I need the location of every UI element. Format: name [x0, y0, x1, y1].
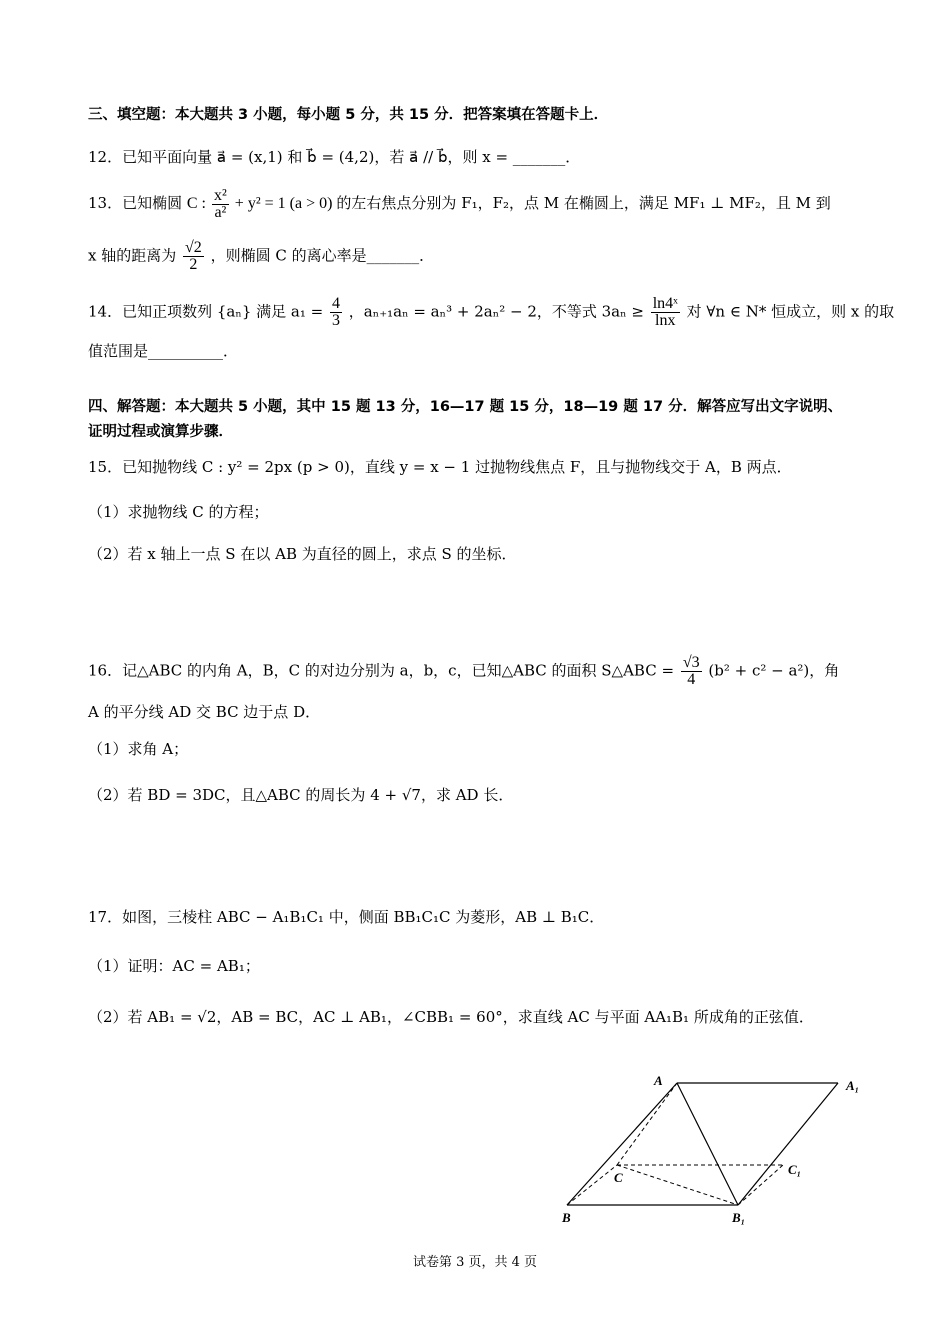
question-14 — [88, 296, 894, 329]
edge-BC — [567, 1165, 617, 1205]
page-footer: 试卷第 3 页，共 4 页 — [412, 1255, 538, 1270]
question-16 — [88, 655, 839, 688]
question-17: 17．如图，三棱柱 ABC − A₁B₁C₁ 中，侧面 BB₁C₁C 为菱形，AB ⊥ B₁C． — [88, 908, 605, 926]
four-thirds-den: 3 — [332, 312, 340, 329]
q13-text: 的左右焦点分别为 F₁，F₂，点 M 在椭圆上，满足 MF₁ ⊥ MF₂，且 M 到 — [336, 194, 831, 213]
question-17-part1: （1）证明：AC = AB₁； — [88, 957, 260, 975]
edge-B1C1 — [738, 1165, 783, 1205]
label-B: B — [562, 1210, 571, 1225]
section4-heading-2: 证明过程或演算步骤． — [88, 424, 233, 440]
question-17-part2: （2）若 AB₁ = √2，AB = BC，AC ⊥ AB₁，∠CBB₁ = 60°，求直线 AC 与平面 AA₁B₁ 所成角的正弦值． — [88, 1008, 814, 1026]
edge-BA — [567, 1083, 677, 1205]
question-16-cont: A 的平分线 AD 交 BC 边于点 D． — [88, 703, 321, 721]
prism-figure — [552, 1068, 872, 1228]
four-thirds-fraction — [330, 296, 342, 329]
label-A1: A₁ — [846, 1078, 860, 1093]
sqrt2-num: √2 — [185, 239, 202, 256]
ellipse-den: a² — [214, 204, 227, 221]
question-15-part2: （2）若 x 轴上一点 S 在以 AB 为直径的圆上，求点 S 的坐标． — [88, 545, 517, 563]
four-thirds-num: 4 — [332, 295, 340, 312]
ellipse-fraction — [212, 188, 229, 221]
ellipse-rest: + y² = 1 (a > 0) — [234, 195, 333, 213]
label-A: A — [654, 1073, 663, 1088]
sqrt3-den: 4 — [687, 671, 696, 688]
sqrt2-den: 2 — [189, 256, 198, 273]
section3-heading: 三、填空题：本大题共 3 小题，每小题 5 分，共 15 分．把答案填在答题卡上． — [88, 107, 609, 123]
ellipse-equation — [186, 187, 337, 221]
sqrt3-fraction — [681, 655, 702, 688]
question-14-cont: 值范围是__________． — [88, 342, 239, 360]
question-16-part2: （2）若 BD = 3DC，且△ABC 的周长为 4 + √7，求 AD 长． — [88, 786, 514, 804]
question-15: 15．已知抛物线 C : y² = 2px (p > 0)，直线 y = x − 1 过抛物线焦点 F，且与抛物线交于 A，B 两点． — [88, 458, 792, 476]
label-C: C — [614, 1170, 623, 1185]
ellipse-num: x² — [214, 187, 227, 204]
section4-heading-1: 四、解答题：本大题共 5 小题，其中 15 题 13 分，16—17 题 15 分，18—19 题 17 分．解答应写出文字说明、 — [88, 399, 843, 415]
edge-B1A1 — [738, 1083, 838, 1205]
ellipse-pre: C : — [186, 195, 206, 213]
ln-fraction — [651, 296, 680, 329]
question-16-part1: （1）求角 A； — [88, 740, 189, 758]
sqrt2-fraction — [183, 240, 204, 273]
q13-intro: 13．已知椭圆 — [88, 194, 183, 213]
q16-b: (b² + c² − a²)，角 — [708, 661, 840, 680]
q13-cont-b: ，则椭圆 C 的离心率是_______． — [210, 246, 435, 265]
edge-CA — [617, 1083, 677, 1165]
label-B1: B₁ — [732, 1210, 746, 1225]
question-12: 12．已知平面向量 a⃗ = (x,1) 和 b⃗ = (4,2)，若 a⃗ // b⃗，则 x = _______． — [88, 148, 581, 166]
ln-num: ln4ˣ — [652, 295, 678, 312]
q14-a: 14．已知正项数列 {aₙ} 满足 a₁ = — [88, 302, 324, 321]
label-C1: C₁ — [788, 1162, 802, 1177]
q14-c: 对 ∀n ∈ N* 恒成立，则 x 的取 — [686, 302, 895, 321]
edge-CB1 — [617, 1165, 738, 1205]
question-13 — [88, 188, 831, 221]
q16-a: 16．记△ABC 的内角 A，B，C 的对边分别为 a，b，c，已知△ABC 的面积 S△ABC = — [88, 661, 675, 680]
ln-den: lnx — [655, 312, 676, 329]
sqrt3-num: √3 — [682, 654, 700, 671]
question-15-part1: （1）求抛物线 C 的方程； — [88, 503, 269, 521]
q14-b: ，aₙ₊₁aₙ = aₙ³ + 2aₙ² − 2，不等式 3aₙ ≥ — [348, 302, 644, 321]
q13-cont-a: x 轴的距离为 — [88, 246, 177, 265]
edge-AB1 — [677, 1083, 738, 1205]
question-13-cont — [88, 240, 434, 273]
